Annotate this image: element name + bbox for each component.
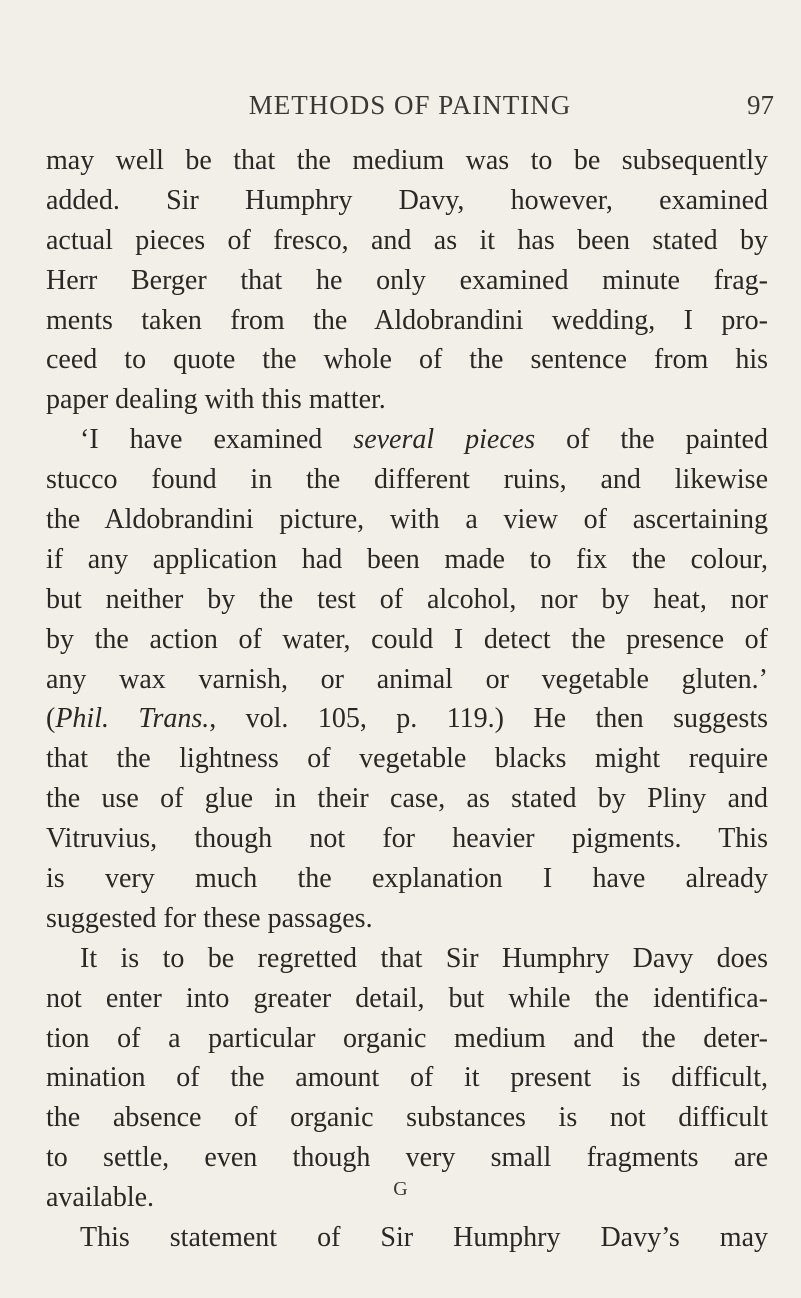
citation-line-italic: (Phil. Trans., vol. 105, p. 119.) He then suggests bbox=[46, 703, 768, 735]
quote-line-italic: ‘I have examined several pieces of the painted bbox=[80, 424, 768, 456]
text-line: the use of glue in their case, as stated by Pliny and bbox=[46, 783, 768, 815]
text-line: added. Sir Humphry Davy, however, examined bbox=[46, 184, 768, 216]
text-line: suggested for these passages. bbox=[46, 902, 373, 934]
text-line: It is to be regretted that Sir Humphry Davy does bbox=[80, 942, 768, 974]
text-line: the absence of organic substances is not difficult bbox=[46, 1102, 768, 1134]
text-line: by the action of water, could I detect the presence of bbox=[46, 623, 768, 655]
text-line: to settle, even though very small fragments are bbox=[46, 1142, 768, 1174]
text-line: Vitruvius, though not for heavier pigments. This bbox=[46, 823, 768, 855]
text-line: actual pieces of fresco, and as it has been stated by bbox=[46, 224, 768, 256]
text-line: the Aldobrandini picture, with a view of ascertaining bbox=[46, 504, 768, 536]
text-line: This statement of Sir Humphry Davy’s may bbox=[80, 1222, 768, 1254]
text-line: may well be that the medium was to be subsequently bbox=[46, 145, 768, 176]
body-text bbox=[46, 141, 768, 1258]
text-line: ments taken from the Aldobrandini wedding, I pro- bbox=[46, 304, 768, 336]
text-line: mination of the amount of it present is difficult, bbox=[46, 1062, 768, 1094]
text-line: that the lightness of vegetable blacks might require bbox=[46, 743, 768, 775]
running-head bbox=[46, 86, 774, 126]
text-line: ceed to quote the whole of the sentence from his bbox=[46, 344, 768, 376]
text-line: stucco found in the different ruins, and likewise bbox=[46, 464, 768, 496]
text-line: tion of a particular organic medium and the deter- bbox=[46, 1022, 768, 1054]
text-line: is very much the explanation I have already bbox=[46, 863, 768, 895]
text-line: but neither by the test of alcohol, nor by heat, nor bbox=[46, 583, 768, 615]
text-line: Herr Berger that he only examined minute frag- bbox=[46, 264, 768, 296]
text-line: paper dealing with this matter. bbox=[46, 384, 386, 416]
text-line: if any application had been made to fix the colour, bbox=[46, 543, 768, 575]
signature-mark: G bbox=[393, 1178, 408, 1200]
page-number: 97 bbox=[747, 90, 774, 120]
text-line: available. bbox=[46, 1182, 155, 1214]
running-title: METHODS OF PAINTING bbox=[248, 90, 572, 120]
text-line: not enter into greater detail, but while the identifica- bbox=[46, 982, 768, 1014]
text-line: any wax varnish, or animal or vegetable gluten.’ bbox=[46, 663, 768, 695]
